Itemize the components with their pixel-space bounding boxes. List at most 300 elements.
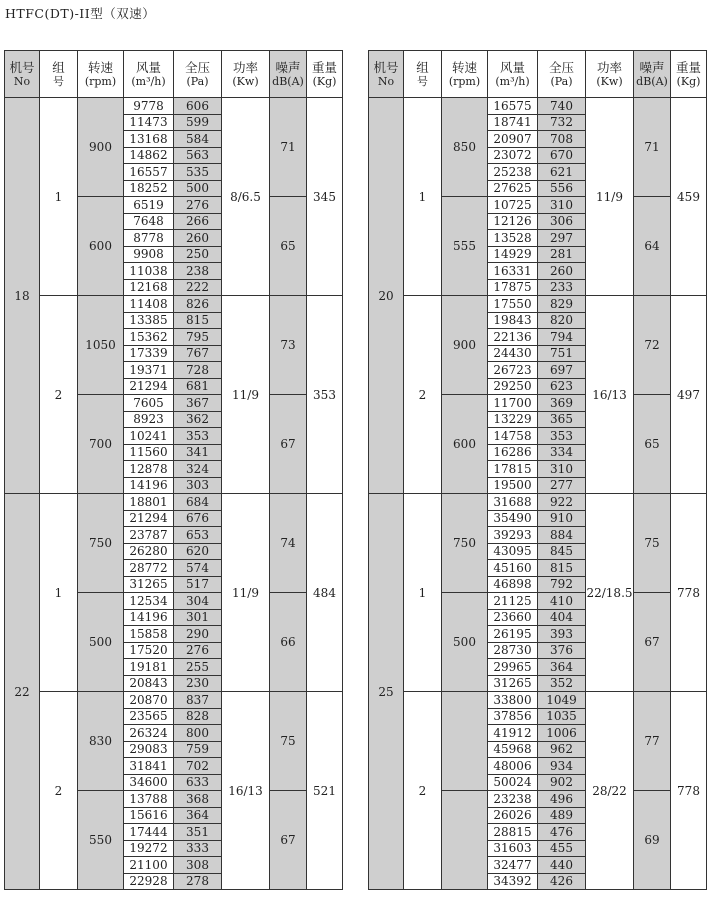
pressure-value: 828 [174, 708, 222, 725]
speed-rpm: 830 [78, 692, 124, 791]
airflow-value: 45160 [488, 560, 538, 577]
power-value: 11/9 [586, 98, 634, 296]
header-pressure [174, 51, 222, 98]
group-number: 2 [40, 296, 78, 494]
pressure-value: 794 [538, 329, 586, 346]
pressure-value: 826 [174, 296, 222, 313]
airflow-value: 26324 [124, 725, 174, 742]
airflow-value: 21100 [124, 857, 174, 874]
airflow-value: 10241 [124, 428, 174, 445]
pressure-value: 732 [538, 114, 586, 131]
airflow-value: 17520 [124, 642, 174, 659]
airflow-value: 12534 [124, 593, 174, 610]
power-value: 16/13 [586, 296, 634, 494]
noise-value: 65 [270, 197, 307, 296]
power-value: 16/13 [222, 692, 270, 890]
airflow-value: 31688 [488, 494, 538, 511]
pressure-value: 759 [174, 741, 222, 758]
airflow-value: 13229 [488, 411, 538, 428]
airflow-value: 39293 [488, 527, 538, 544]
speed-rpm: 900 [78, 98, 124, 197]
header-airflow [124, 51, 174, 98]
airflow-value: 14929 [488, 246, 538, 263]
speed-rpm: 1050 [78, 296, 124, 395]
pressure-value: 496 [538, 791, 586, 808]
weight-value: 459 [671, 98, 707, 296]
header-power [586, 51, 634, 98]
header-line-1: 噪声 [275, 59, 301, 75]
pressure-value: 404 [538, 609, 586, 626]
airflow-value: 23238 [488, 791, 538, 808]
pressure-value: 792 [538, 576, 586, 593]
airflow-value: 19500 [488, 477, 538, 494]
header-line-1: 全压 [548, 59, 574, 75]
airflow-value: 28772 [124, 560, 174, 577]
header-group [404, 51, 442, 98]
pressure-value: 845 [538, 543, 586, 560]
pressure-value: 621 [538, 164, 586, 181]
noise-value: 67 [634, 593, 671, 692]
header-weight [307, 51, 343, 98]
page-title: HTFC(DT)-II型（双速） [5, 6, 156, 21]
pressure-value: 500 [174, 180, 222, 197]
weight-value: 497 [671, 296, 707, 494]
airflow-value: 6519 [124, 197, 174, 214]
group-number: 1 [404, 98, 442, 296]
pressure-value: 884 [538, 527, 586, 544]
model-number: 20 [369, 98, 404, 494]
pressure-value: 1006 [538, 725, 586, 742]
airflow-value: 7648 [124, 213, 174, 230]
speed-rpm: 750 [78, 494, 124, 593]
power-value: 11/9 [222, 296, 270, 494]
airflow-value: 15362 [124, 329, 174, 346]
airflow-value: 17339 [124, 345, 174, 362]
pressure-value: 728 [174, 362, 222, 379]
airflow-value: 18741 [488, 114, 538, 131]
airflow-value: 15858 [124, 626, 174, 643]
airflow-value: 9778 [124, 98, 174, 115]
pressure-value: 278 [174, 873, 222, 890]
power-value: 22/18.5 [586, 494, 634, 692]
weight-value: 345 [307, 98, 343, 296]
header-line-2: (Kw) [596, 74, 623, 88]
pressure-value: 276 [174, 642, 222, 659]
header-pressure [538, 51, 586, 98]
pressure-value: 277 [538, 477, 586, 494]
pressure-value: 304 [174, 593, 222, 610]
pressure-value: 702 [174, 758, 222, 775]
airflow-value: 21294 [124, 378, 174, 395]
noise-value: 67 [270, 791, 307, 890]
airflow-value: 29250 [488, 378, 538, 395]
airflow-value: 13528 [488, 230, 538, 247]
pressure-value: 426 [538, 873, 586, 890]
group-number: 2 [404, 296, 442, 494]
pressure-value: 230 [174, 675, 222, 692]
weight-value: 521 [307, 692, 343, 890]
power-value: 8/6.5 [222, 98, 270, 296]
airflow-value: 23565 [124, 708, 174, 725]
airflow-value: 35490 [488, 510, 538, 527]
airflow-value: 8923 [124, 411, 174, 428]
group-number: 2 [40, 692, 78, 890]
airflow-value: 31265 [488, 675, 538, 692]
header-model [369, 51, 404, 98]
speed-rpm: 700 [78, 395, 124, 494]
airflow-value: 27625 [488, 180, 538, 197]
header-line-2: (Kw) [232, 74, 259, 88]
power-value: 11/9 [222, 494, 270, 692]
airflow-value: 34392 [488, 873, 538, 890]
pressure-value: 351 [174, 824, 222, 841]
pressure-value: 364 [174, 807, 222, 824]
pressure-value: 684 [174, 494, 222, 511]
speed-rpm: 500 [442, 593, 488, 692]
pressure-value: 410 [538, 593, 586, 610]
header-line-2: (rpm) [448, 74, 481, 88]
airflow-value: 31841 [124, 758, 174, 775]
table-row [5, 692, 343, 709]
airflow-value: 20870 [124, 692, 174, 709]
airflow-value: 12168 [124, 279, 174, 296]
noise-value: 72 [634, 296, 671, 395]
airflow-value: 10725 [488, 197, 538, 214]
header-line-1: 功率 [596, 59, 622, 75]
pressure-value: 934 [538, 758, 586, 775]
speed-rpm: 600 [78, 197, 124, 296]
airflow-value: 23660 [488, 609, 538, 626]
airflow-value: 29083 [124, 741, 174, 758]
airflow-value: 45968 [488, 741, 538, 758]
airflow-value: 26280 [124, 543, 174, 560]
noise-value: 66 [270, 593, 307, 692]
pressure-value: 829 [538, 296, 586, 313]
header-weight [671, 51, 707, 98]
header-speed [442, 51, 488, 98]
header-line-1: 风量 [499, 59, 525, 75]
airflow-value: 15616 [124, 807, 174, 824]
airflow-value: 46898 [488, 576, 538, 593]
header-line-1: 组 [416, 59, 429, 75]
airflow-value: 23787 [124, 527, 174, 544]
speed-rpm: 555 [442, 197, 488, 296]
header-power [222, 51, 270, 98]
weight-value: 778 [671, 494, 707, 692]
pressure-value: 556 [538, 180, 586, 197]
model-number: 25 [369, 494, 404, 890]
pressure-value: 1035 [538, 708, 586, 725]
header-noise [634, 51, 671, 98]
speed-rpm: 550 [78, 791, 124, 890]
pressure-value: 815 [538, 560, 586, 577]
pressure-value: 260 [174, 230, 222, 247]
airflow-value: 16575 [488, 98, 538, 115]
pressure-value: 250 [174, 246, 222, 263]
header-line-1: 机号 [9, 59, 35, 75]
airflow-value: 20907 [488, 131, 538, 148]
airflow-value: 50024 [488, 774, 538, 791]
pressure-value: 962 [538, 741, 586, 758]
airflow-value: 41912 [488, 725, 538, 742]
airflow-value: 21294 [124, 510, 174, 527]
weight-value: 778 [671, 692, 707, 890]
pressure-value: 281 [538, 246, 586, 263]
noise-value: 71 [634, 98, 671, 197]
header-line-1: 转速 [451, 59, 477, 75]
pressure-value: 233 [538, 279, 586, 296]
airflow-value: 18252 [124, 180, 174, 197]
header-noise [270, 51, 307, 98]
header-line-2: (Pa) [186, 74, 209, 88]
pressure-value: 334 [538, 444, 586, 461]
group-number: 1 [40, 494, 78, 692]
pressure-value: 623 [538, 378, 586, 395]
airflow-value: 17815 [488, 461, 538, 478]
airflow-value: 11560 [124, 444, 174, 461]
airflow-value: 43095 [488, 543, 538, 560]
header-line-1: 噪声 [639, 59, 665, 75]
pressure-value: 599 [174, 114, 222, 131]
pressure-value: 364 [538, 659, 586, 676]
header-line-1: 功率 [232, 59, 258, 75]
pressure-value: 670 [538, 147, 586, 164]
header-line-1: 组 [52, 59, 65, 75]
pressure-value: 333 [174, 840, 222, 857]
pressure-value: 306 [538, 213, 586, 230]
pressure-value: 290 [174, 626, 222, 643]
pressure-value: 310 [538, 197, 586, 214]
pressure-value: 535 [174, 164, 222, 181]
airflow-value: 12126 [488, 213, 538, 230]
header-line-2: 号 [417, 74, 428, 88]
airflow-value: 13788 [124, 791, 174, 808]
pressure-value: 633 [174, 774, 222, 791]
pressure-value: 795 [174, 329, 222, 346]
speed-rpm [442, 791, 488, 890]
pressure-value: 708 [538, 131, 586, 148]
header-line-2: (Kg) [676, 74, 701, 88]
header-line-1: 重量 [675, 59, 701, 75]
pressure-value: 353 [174, 428, 222, 445]
pressure-value: 308 [174, 857, 222, 874]
airflow-value: 8778 [124, 230, 174, 247]
noise-value: 67 [270, 395, 307, 494]
model-number: 22 [5, 494, 40, 890]
airflow-value: 26195 [488, 626, 538, 643]
airflow-value: 9908 [124, 246, 174, 263]
pressure-value: 697 [538, 362, 586, 379]
pressure-value: 653 [174, 527, 222, 544]
airflow-value: 28815 [488, 824, 538, 841]
pressure-value: 740 [538, 98, 586, 115]
airflow-value: 12878 [124, 461, 174, 478]
power-value: 28/22 [586, 692, 634, 890]
airflow-value: 21125 [488, 593, 538, 610]
header-group [40, 51, 78, 98]
header-airflow [488, 51, 538, 98]
pressure-value: 266 [174, 213, 222, 230]
speed-rpm: 600 [442, 395, 488, 494]
pressure-value: 489 [538, 807, 586, 824]
header-line-2: dB(A) [636, 74, 668, 88]
airflow-value: 26723 [488, 362, 538, 379]
header-line-2: 号 [53, 74, 64, 88]
speed-rpm: 900 [442, 296, 488, 395]
pressure-value: 393 [538, 626, 586, 643]
model-number: 18 [5, 98, 40, 494]
airflow-value: 48006 [488, 758, 538, 775]
airflow-value: 11038 [124, 263, 174, 280]
fan-spec-table-left [4, 50, 343, 890]
noise-value: 73 [270, 296, 307, 395]
noise-value: 74 [270, 494, 307, 593]
table-row [369, 98, 707, 115]
airflow-value: 16331 [488, 263, 538, 280]
header-speed [78, 51, 124, 98]
speed-rpm: 500 [78, 593, 124, 692]
pressure-value: 800 [174, 725, 222, 742]
airflow-value: 28730 [488, 642, 538, 659]
table-row [369, 296, 707, 313]
pressure-value: 837 [174, 692, 222, 709]
header-line-2: No [377, 74, 395, 88]
pressure-value: 276 [174, 197, 222, 214]
pressure-value: 767 [174, 345, 222, 362]
group-number: 2 [404, 692, 442, 890]
airflow-value: 19272 [124, 840, 174, 857]
header-row [369, 51, 707, 98]
header-line-1: 全压 [184, 59, 210, 75]
pressure-value: 341 [174, 444, 222, 461]
pressure-value: 260 [538, 263, 586, 280]
pressure-value: 584 [174, 131, 222, 148]
noise-value: 77 [634, 692, 671, 791]
table-row [5, 494, 343, 511]
airflow-value: 11408 [124, 296, 174, 313]
pressure-value: 353 [538, 428, 586, 445]
airflow-value: 37856 [488, 708, 538, 725]
header-line-1: 重量 [311, 59, 337, 75]
airflow-value: 14758 [488, 428, 538, 445]
header-model [5, 51, 40, 98]
airflow-value: 29965 [488, 659, 538, 676]
airflow-value: 17550 [488, 296, 538, 313]
speed-rpm [442, 692, 488, 791]
pressure-value: 310 [538, 461, 586, 478]
header-row [5, 51, 343, 98]
pressure-value: 902 [538, 774, 586, 791]
pressure-value: 301 [174, 609, 222, 626]
group-number: 1 [404, 494, 442, 692]
noise-value: 75 [270, 692, 307, 791]
fan-spec-table-right [368, 50, 707, 890]
weight-value: 353 [307, 296, 343, 494]
noise-value: 65 [634, 395, 671, 494]
pressure-value: 255 [174, 659, 222, 676]
table-row [5, 296, 343, 313]
header-line-2: dB(A) [272, 74, 304, 88]
airflow-value: 19371 [124, 362, 174, 379]
table-row [5, 98, 343, 115]
weight-value: 484 [307, 494, 343, 692]
pressure-value: 297 [538, 230, 586, 247]
pressure-value: 676 [174, 510, 222, 527]
airflow-value: 13385 [124, 312, 174, 329]
airflow-value: 22928 [124, 873, 174, 890]
speed-rpm: 750 [442, 494, 488, 593]
airflow-value: 14862 [124, 147, 174, 164]
pressure-value: 324 [174, 461, 222, 478]
airflow-value: 11700 [488, 395, 538, 412]
airflow-value: 19843 [488, 312, 538, 329]
header-line-1: 风量 [135, 59, 161, 75]
pressure-value: 815 [174, 312, 222, 329]
pressure-value: 574 [174, 560, 222, 577]
pressure-value: 606 [174, 98, 222, 115]
noise-value: 75 [634, 494, 671, 593]
header-line-1: 机号 [373, 59, 399, 75]
airflow-value: 25238 [488, 164, 538, 181]
header-line-2: (Pa) [550, 74, 573, 88]
airflow-value: 16286 [488, 444, 538, 461]
pressure-value: 681 [174, 378, 222, 395]
airflow-value: 13168 [124, 131, 174, 148]
pressure-value: 362 [174, 411, 222, 428]
pressure-value: 440 [538, 857, 586, 874]
header-line-2: (m³/h) [495, 74, 530, 88]
pressure-value: 455 [538, 840, 586, 857]
pressure-value: 303 [174, 477, 222, 494]
speed-rpm: 850 [442, 98, 488, 197]
airflow-value: 31603 [488, 840, 538, 857]
pressure-value: 910 [538, 510, 586, 527]
header-line-1: 转速 [87, 59, 113, 75]
airflow-value: 26026 [488, 807, 538, 824]
pressure-value: 476 [538, 824, 586, 841]
noise-value: 64 [634, 197, 671, 296]
airflow-value: 11473 [124, 114, 174, 131]
pressure-value: 922 [538, 494, 586, 511]
noise-value: 69 [634, 791, 671, 890]
airflow-value: 34600 [124, 774, 174, 791]
pressure-value: 820 [538, 312, 586, 329]
noise-value: 71 [270, 98, 307, 197]
header-line-2: No [13, 74, 31, 88]
pressure-value: 222 [174, 279, 222, 296]
airflow-value: 14196 [124, 477, 174, 494]
table-row [369, 692, 707, 709]
pressure-value: 369 [538, 395, 586, 412]
header-line-2: (Kg) [312, 74, 337, 88]
airflow-value: 33800 [488, 692, 538, 709]
header-line-2: (rpm) [84, 74, 117, 88]
pressure-value: 517 [174, 576, 222, 593]
pressure-value: 563 [174, 147, 222, 164]
pressure-value: 1049 [538, 692, 586, 709]
table-row [369, 494, 707, 511]
pressure-value: 751 [538, 345, 586, 362]
airflow-value: 20843 [124, 675, 174, 692]
airflow-value: 14196 [124, 609, 174, 626]
pressure-value: 376 [538, 642, 586, 659]
airflow-value: 23072 [488, 147, 538, 164]
airflow-value: 17875 [488, 279, 538, 296]
airflow-value: 32477 [488, 857, 538, 874]
airflow-value: 16557 [124, 164, 174, 181]
airflow-value: 19181 [124, 659, 174, 676]
airflow-value: 7605 [124, 395, 174, 412]
